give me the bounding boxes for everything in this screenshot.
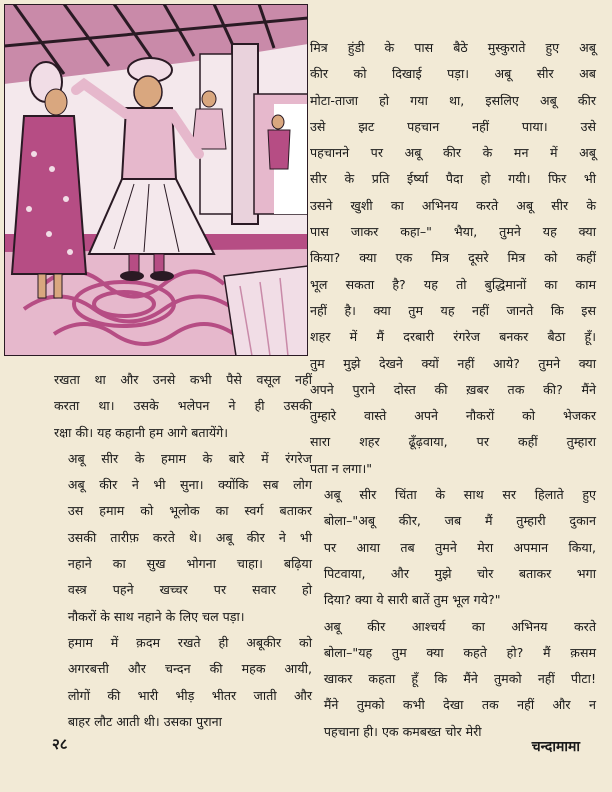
text-line: उसकी तारीफ़ करते थे। अबू कीर ने भी xyxy=(67,529,312,545)
text-line: पता न लगा।" xyxy=(310,460,373,476)
text-line: बाहर लौट आती थी। उसका पुराना xyxy=(67,713,222,729)
text-line: मित्र हुंडी के पास बैठे मुस्कुराते हुए अबू xyxy=(310,40,596,55)
paragraph xyxy=(310,614,596,745)
text-line: शहर में मैं दरबारी रंगरेज बनकर बैठा हूँ। xyxy=(310,329,596,345)
text-line: पहचानने पर अबू कीर के मन में अबू xyxy=(310,145,596,161)
text-line: अबू सीर चिंता के साथ सर हिलाते हुए xyxy=(323,487,596,503)
text-line: उसे झट पहचान नहीं पाया। उसे xyxy=(310,118,596,134)
right-text-column xyxy=(310,35,596,745)
text-line: अगरबत्ती और चन्दन की महक आयी, xyxy=(67,661,312,677)
text-line: वस्त्र पहने खच्चर पर सवार हो xyxy=(67,582,312,598)
text-line: उस हमाम को भूलोक का स्वर्ग बताकर xyxy=(67,503,312,519)
text-line: रखता था और उनसे कभी पैसे वसूल नहीं xyxy=(54,372,312,387)
text-line: उसने खुशी का अभिनय करते अबू सीर के xyxy=(310,197,596,213)
paragraph xyxy=(310,35,596,482)
text-line: अबू सीर के हमाम के बारे में रंगरेज xyxy=(67,450,312,466)
story-illustration xyxy=(4,4,308,356)
text-line: पास जाकर कहा–" भैया, तुमने यह क्या xyxy=(310,224,596,240)
text-line: लोगों की भारी भीड़ भीतर जाती और xyxy=(67,687,312,703)
text-line: पहचाना ही। एक कमबख्त चोर मेरी xyxy=(323,723,482,739)
left-text-column xyxy=(54,367,312,735)
paragraph xyxy=(54,630,312,735)
magazine-name: चन्दामामा xyxy=(531,739,580,755)
bathhouse-scene-illustration xyxy=(4,4,308,356)
text-line: मैंने तुमको कभी देखा तक नहीं और न xyxy=(323,697,596,713)
text-line: अबू कीर आश्चर्य का अभिनय करते xyxy=(323,618,596,634)
paragraph xyxy=(54,446,312,630)
text-line: कीर को दिखाई पड़ा। अबू सीर अब xyxy=(310,66,596,82)
text-line: हमाम में क़दम रखते ही अबूकीर को xyxy=(67,634,312,650)
text-line: बोला–"यह तुम क्या कहते हो? मैं क़सम xyxy=(323,644,596,660)
text-line: पर आया तब तुमने मेरा अपमान किया, xyxy=(323,539,596,555)
text-line: रक्षा की। यह कहानी हम आगे बतायेंगे। xyxy=(54,424,229,440)
page-number: २८ xyxy=(52,735,68,753)
paragraph xyxy=(310,482,596,613)
text-line: अपने पुराने दोस्त की ख़बर तक की? मैंने xyxy=(310,381,596,397)
text-line: मोटा-ताजा हो गया था, इसलिए अबू कीर xyxy=(310,92,596,108)
text-line: करता था। उसके भलेपन ने ही उसकी xyxy=(54,398,312,414)
text-line: नौकरों के साथ नहाने के लिए चल पड़ा। xyxy=(67,608,245,624)
text-line: तुम मुझे देखने क्यों नहीं आये? तुमने क्या xyxy=(310,355,596,371)
text-line: दिया? क्या ये सारी बातें तुम भूल गये?" xyxy=(323,592,501,608)
text-line: सारा शहर ढूँढ़वाया, पर कहीं तुम्हारा xyxy=(310,434,596,450)
text-line: अबू कीर ने भी सुना। क्योंकि सब लोग xyxy=(67,477,312,493)
text-line: तुम्हारे वास्ते अपने नौकरों को भेजकर xyxy=(310,408,596,424)
text-line: खाकर कहता हूँ कि मैंने तुमको नहीं पीटा! xyxy=(323,671,596,687)
text-line: पिटवाया, और मुझे चोर बताकर भगा xyxy=(323,565,596,581)
text-line: बोला–"अबू कीर, जब मैं तुम्हारी दुकान xyxy=(323,513,596,529)
paragraph xyxy=(54,367,312,446)
text-line: किया? क्या एक मित्र दूसरे मित्र को कहीं xyxy=(310,250,596,266)
text-line: नहाने का सुख भोगना चाहा। बढ़िया xyxy=(67,556,312,572)
text-line: सीर के प्रति ईर्ष्या पैदा हो गयी। फिर भी xyxy=(310,171,596,187)
text-line: नहीं है। क्या तुम यह नहीं जानते कि इस xyxy=(310,302,596,318)
text-line: भूल सकता है? यह तो बुद्धिमानों का काम xyxy=(310,276,596,292)
